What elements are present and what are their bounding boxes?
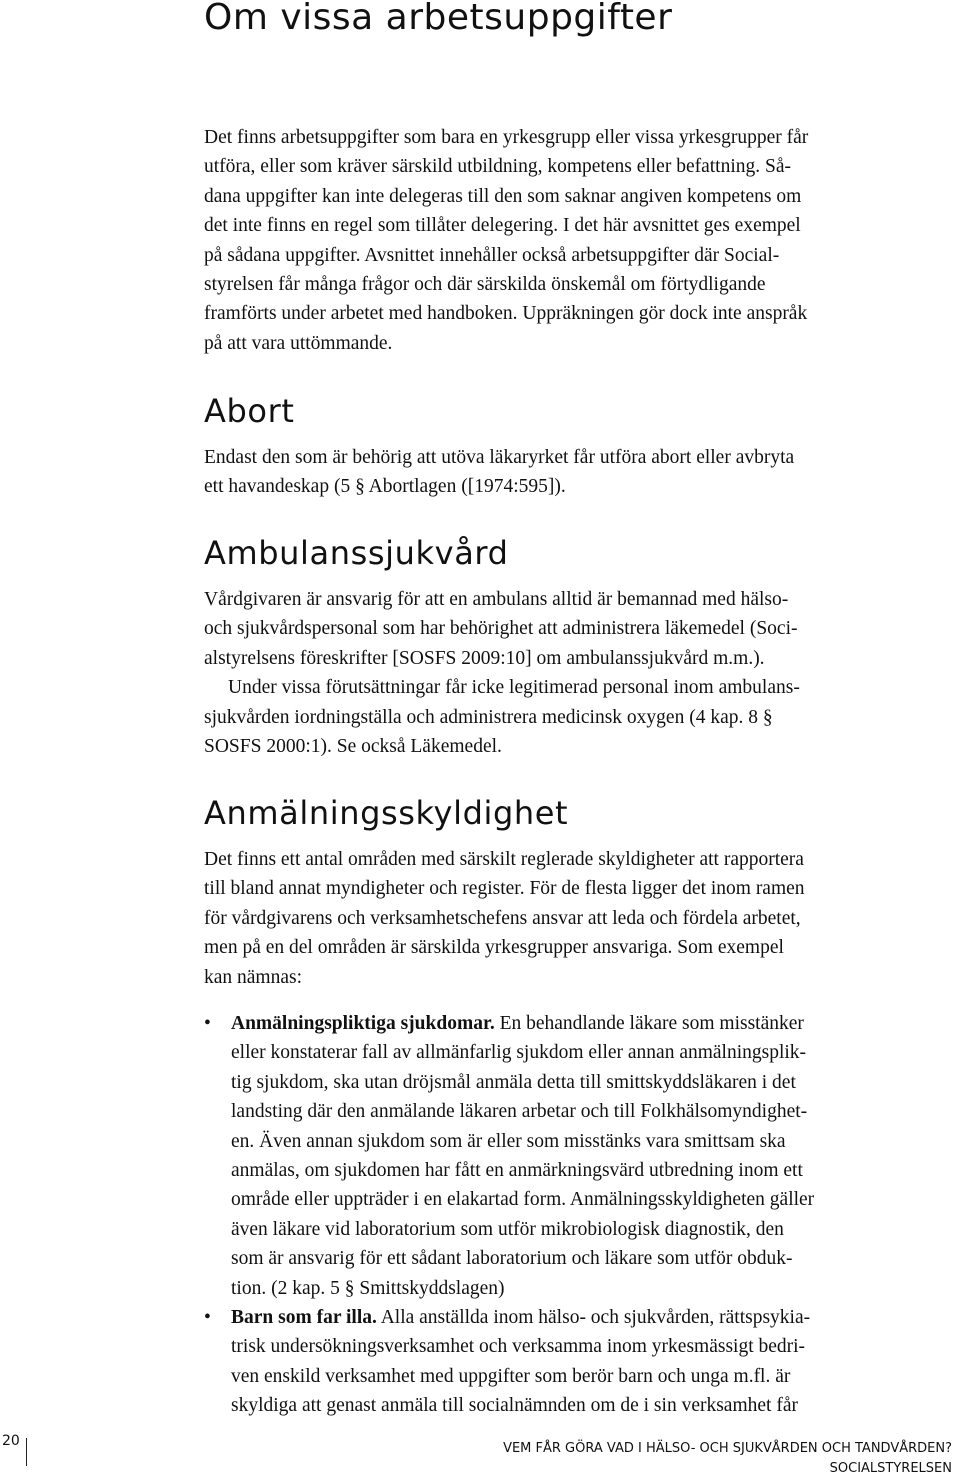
text-line: Under vissa förutsättningar får icke legitimerad personal inom ambulans- <box>228 677 800 699</box>
text-line: sjukvården iordningställa och administrera medicinsk oxygen (4 kap. 8 § <box>204 706 773 728</box>
text-line: eller konstaterar fall av allmänfarlig sjukdom eller annan anmälningsplik- <box>231 1042 807 1064</box>
list-item <box>204 1009 814 1303</box>
heading-abort: Abort <box>204 392 295 430</box>
text-line: för vårdgivarens och verksamhetschefens ansvar att leda och fördela arbetet, <box>204 907 801 929</box>
heading-ambulanssjukvard: Ambulanssjukvård <box>204 534 509 572</box>
anmalning-paragraph <box>204 845 805 992</box>
text-line: men på en del områden är särskilda yrkesgrupper ansvariga. Som exempel <box>204 937 784 959</box>
text-line: trisk undersökningsverksamhet och verksamma inom yrkesmässigt bedri- <box>231 1336 806 1358</box>
text-line: på sådana uppgifter. Avsnittet innehåller också arbetsuppgifter där Social- <box>204 244 780 266</box>
text-line: Vårdgivaren är ansvarig för att en ambulans alltid är bemannad med hälso- <box>204 589 789 610</box>
text-line: Det finns arbetsuppgifter som bara en yrkesgrupp eller vissa yrkesgrupper får <box>204 127 809 148</box>
text-line: det inte finns en regel som tillåter delegering. I det här avsnittet ges exempel <box>204 215 801 237</box>
text-line: skyldiga att genast anmäla till socialnämnden om de i sin verksamhet får <box>231 1395 798 1417</box>
bullet-list <box>204 1009 814 1421</box>
running-title: VEM FÅR GÖRA VAD I HÄLSO- OCH SJUKVÅRDEN OCH TANDVÅRDEN? <box>503 1441 952 1456</box>
text-line: ett havandeskap (5 § Abortlagen ([1974:595]). <box>204 476 566 498</box>
text-line: anmälas, om sjukdomen har fått en anmärkningsvärd utbredning inom ett <box>231 1160 803 1182</box>
bullet-first-line <box>231 1303 814 1332</box>
bullet-term: Barn som far illa. <box>231 1307 377 1329</box>
text-line: dana uppgifter kan inte delegeras till den som saknar angiven kompetens om <box>204 185 802 207</box>
heading-anmalningsskyldighet: Anmälningsskyldighet <box>204 794 569 832</box>
bullet-text: Alla anställda inom hälso- och sjukvården, rättspsykia- <box>376 1307 811 1329</box>
text-line: på att vara uttömmande. <box>204 332 393 354</box>
text-line: tion. (2 kap. 5 § Smittskyddslagen) <box>231 1277 505 1299</box>
text-line: område eller uppträder i en elakartad form. Anmälningsskyldigheten gäller <box>231 1189 815 1211</box>
text-line: tig sjukdom, ska utan dröjsmål anmäla detta till smittskyddsläkaren i det <box>231 1071 796 1093</box>
text-line: Endast den som är behörig att utöva läkaryrket får utföra abort eller avbryta <box>204 447 795 468</box>
text-line: och sjukvårdspersonal som har behörighet att administrera läkemedel (Soci- <box>204 618 798 640</box>
bullet-icon: • <box>204 1307 211 1329</box>
text-line: styrelsen får många frågor och där särskilda önskemål om förtydligande <box>204 274 766 296</box>
text-line: till bland annat myndigheter och register. För de flesta ligger det inom ramen <box>204 878 805 900</box>
text-line: kan nämnas: <box>204 966 303 988</box>
bullet-text: En behandlande läkare som misstänker <box>494 1013 804 1034</box>
intro-paragraph <box>204 123 808 358</box>
text-line: ven enskild verksamhet med uppgifter som berör barn och unga m.fl. är <box>231 1365 791 1387</box>
text-line: alstyrelsens föreskrifter [SOSFS 2009:10] om ambulanssjukvård m.m.). <box>204 647 765 669</box>
page-number: 20 <box>2 1433 20 1449</box>
list-item <box>204 1303 814 1421</box>
text-line: som är ansvarig för ett sådant laboratorium och läkare som utför obduk- <box>231 1248 793 1270</box>
ambulans-paragraph <box>204 585 800 761</box>
text-line: en. Även annan sjukdom som är eller som misstänks vara smittsam ska <box>231 1130 786 1152</box>
publisher-name: SOCIALSTYRELSEN <box>829 1461 952 1476</box>
bullet-first-line <box>231 1009 814 1038</box>
text-line: Det finns ett antal områden med särskilt reglerade skyldigheter att rapportera <box>204 849 804 870</box>
text-line: även läkare vid laboratorium som utför mikrobiologisk diagnostik, den <box>231 1218 784 1240</box>
bullet-icon: • <box>204 1013 211 1034</box>
text-line: landsting där den anmälande läkaren arbetar och till Folkhälsomyndighet- <box>231 1101 808 1123</box>
page-title: Om vissa arbetsuppgifter <box>204 0 673 38</box>
abort-paragraph <box>204 443 794 502</box>
text-line: utföra, eller som kräver särskild utbildning, kompetens eller befattning. Så- <box>204 156 792 178</box>
text-line: SOSFS 2000:1). Se också Läkemedel. <box>204 736 502 758</box>
bullet-term: Anmälningspliktiga sjukdomar. <box>231 1013 495 1034</box>
text-line: framförts under arbetet med handboken. Uppräkningen gör dock inte anspråk <box>204 303 808 325</box>
